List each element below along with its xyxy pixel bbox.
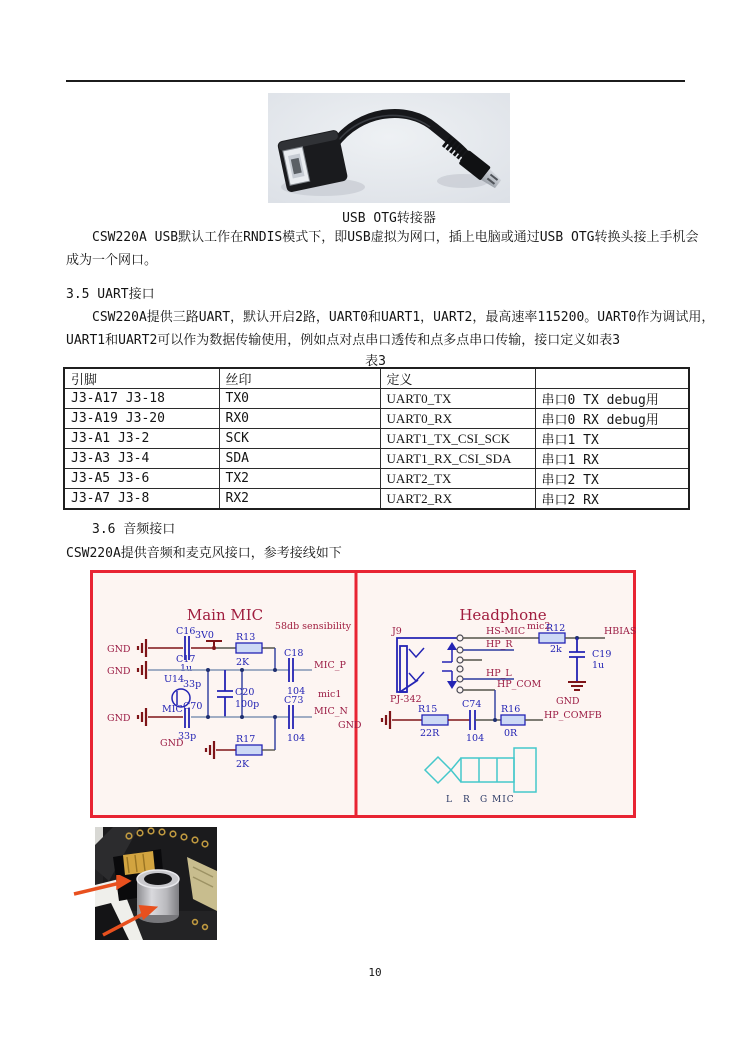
net-hs-mic: HS-MIC (486, 626, 526, 637)
cell-pin: J3-A3 J3-4 (64, 449, 219, 469)
cell-silk: TX2 (219, 469, 380, 489)
net-hp-comfb: HP_COMFB (544, 710, 602, 721)
cell-silk: SCK (219, 429, 380, 449)
cell-desc: 串口0 TX debug用 (535, 389, 689, 409)
cell-desc: 串口1 TX (535, 429, 689, 449)
junction-dot (493, 718, 497, 722)
arrow-to-jack (74, 883, 120, 894)
ground-symbol (382, 711, 390, 729)
arrow-to-mic-head (141, 907, 154, 917)
cell-desc: 串口0 RX debug用 (535, 409, 689, 429)
cell-pin: J3-A19 J3-20 (64, 409, 219, 429)
label-r15: R15 (418, 704, 438, 715)
table-row (64, 409, 689, 429)
table-row (64, 469, 689, 489)
main-mic-title: Main MIC (186, 606, 264, 624)
arrow-to-mic (103, 913, 145, 935)
cell-desc: 串口2 RX (535, 489, 689, 510)
label-r17: R17 (236, 734, 256, 745)
label-r16-value: 0R (504, 728, 518, 739)
label-r12-value: 2k (550, 644, 562, 655)
cell-desc: 串口2 TX (535, 469, 689, 489)
plug-label-l: L (446, 795, 453, 805)
plug-label-g: G (480, 795, 489, 805)
net-hp-r: HP_R (486, 639, 513, 650)
cell-pin: J3-A5 J3-6 (64, 469, 219, 489)
capacitor-c74 (470, 710, 475, 730)
resistor-r16 (501, 715, 525, 725)
header-cell: 定义 (380, 368, 535, 389)
table-row (64, 489, 689, 510)
label-c73: C73 (284, 695, 304, 706)
cell-silk: SDA (219, 449, 380, 469)
uart-paragraph-line2: UART1和UART2可以作为数据传输使用，例如点对点串口透传和点多点串口传输，接口定义如表3 (66, 333, 621, 348)
label-1u: 1u (180, 663, 193, 674)
gnd-label: GND (107, 644, 131, 655)
net-3v0: 3V0 (195, 630, 214, 641)
capacitor-c19 (569, 638, 585, 682)
gnd-label: GND (556, 696, 580, 707)
audio-intro: CSW220A提供音频和麦克风接口，参考接线如下 (66, 546, 342, 561)
cell-definition: UART0_RX (380, 409, 535, 429)
gnd-label: GND (107, 666, 131, 677)
main-mic-circuit (107, 606, 362, 770)
label-j9: J9 (392, 626, 402, 637)
audio-schematic (90, 570, 636, 818)
label-c70: C70 (183, 701, 203, 712)
label-104: 104 (287, 686, 306, 697)
resistor-r12 (539, 633, 565, 643)
table-caption: 表3 (365, 354, 386, 369)
photo-arrows (65, 875, 165, 945)
label-c16: C16 (176, 626, 196, 637)
cell-definition: UART2_RX (380, 489, 535, 510)
label-mic: MIC (162, 704, 183, 715)
label-c18: C18 (284, 648, 304, 659)
cell-pin: J3-A7 J3-8 (64, 489, 219, 510)
label-c74-value: 104 (466, 733, 485, 744)
jack-pins (457, 635, 463, 693)
cell-silk: RX2 (219, 489, 380, 510)
cell-silk: TX0 (219, 389, 380, 409)
cell-pin: J3-A1 J3-2 (64, 429, 219, 449)
label-33p: 33p (183, 679, 202, 690)
label-100p: 100p (235, 699, 260, 710)
jack-connector-symbol (397, 638, 457, 692)
usb-photo-caption: USB OTG转接器 (342, 211, 436, 226)
cell-definition: UART1_RX_CSI_SDA (380, 449, 535, 469)
resistor-r15 (422, 715, 448, 725)
arrow-to-jack-head (118, 876, 128, 887)
arrow-down-icon (447, 681, 457, 689)
net-mic-n: MIC_N (314, 706, 348, 717)
plug-label-mic: MIC (492, 795, 515, 805)
capacitor-c73 (289, 705, 293, 729)
label-c20: C20 (235, 687, 255, 698)
page-number: 10 (368, 966, 382, 979)
net-hp-l: HP_L (486, 668, 512, 679)
capacitor-c18 (289, 658, 293, 682)
label-c19-value: 1u (592, 660, 605, 671)
cell-definition: UART2_TX (380, 469, 535, 489)
label-r17-value: 2K (236, 759, 250, 770)
cell-definition: UART0_TX (380, 389, 535, 409)
label-mic2: mic2 (527, 621, 551, 632)
gnd-label: GND (338, 720, 362, 731)
label-mic1: mic1 (318, 689, 342, 700)
cell-desc: 串口1 RX (535, 449, 689, 469)
table-header-row (64, 368, 689, 389)
header-cell: 丝印 (219, 368, 380, 389)
label-pj342: PJ-342 (390, 694, 422, 705)
usb-paragraph-line2: 成为一个网口。 (66, 253, 158, 268)
cell-pin: J3-A17 J3-18 (64, 389, 219, 409)
cell-definition: UART1_TX_CSI_SCK (380, 429, 535, 449)
sensitivity-note: 58db sensibility (274, 621, 352, 632)
label-r13: R13 (236, 632, 256, 643)
headphone-title: Headphone (459, 606, 547, 624)
uart-pin-table (63, 367, 690, 510)
table-row (64, 429, 689, 449)
label-c74: C74 (462, 699, 482, 710)
header-cell: 引脚 (64, 368, 219, 389)
uart-heading: 3.5 UART接口 (66, 287, 155, 302)
header-cell (535, 368, 689, 389)
net-mic-p: MIC_P (314, 660, 346, 671)
label-r13-value: 2K (236, 657, 250, 668)
net-hp-com: HP_COM (497, 679, 542, 690)
label-u14: U14 (164, 674, 185, 685)
header-rule (66, 80, 685, 82)
cell-silk: RX0 (219, 409, 380, 429)
headphone-circuit (382, 606, 636, 805)
audio-heading: 3.6 音频接口 (92, 522, 176, 537)
headphone-plug-drawing (425, 748, 536, 792)
net-hbias: HBIAS (604, 626, 636, 637)
gnd-label: GND (160, 738, 184, 749)
usb-paragraph-line1: CSW220A USB默认工作在RNDIS模式下，即USB虚拟为网口，插上电脑或通过USB OTG转换头接上手机会 (92, 230, 699, 245)
capacitor-c20 (217, 670, 233, 717)
label-r16: R16 (501, 704, 521, 715)
resistor-r13 (236, 643, 262, 653)
resistor-r17 (236, 745, 262, 755)
gnd-label: GND (107, 713, 131, 724)
arrow-up-icon (447, 642, 457, 650)
uart-paragraph-line1: CSW220A提供三路UART，默认开启2路，UART0和UART1，UART2，最高速率115200。UART0作为调试用， (92, 310, 715, 325)
table-row (64, 389, 689, 409)
label-104: 104 (287, 733, 306, 744)
ground-symbol (568, 682, 586, 690)
label-r12: R12 (546, 623, 566, 634)
label-r15-value: 22R (420, 728, 440, 739)
label-c19: C19 (592, 649, 612, 660)
usb-otg-adapter-photo (268, 93, 510, 203)
label-c17: C17 (176, 654, 196, 665)
plug-label-r: R (463, 795, 471, 805)
label-33p: 33p (178, 731, 197, 742)
junction-dot (212, 646, 216, 650)
table-row (64, 449, 689, 469)
